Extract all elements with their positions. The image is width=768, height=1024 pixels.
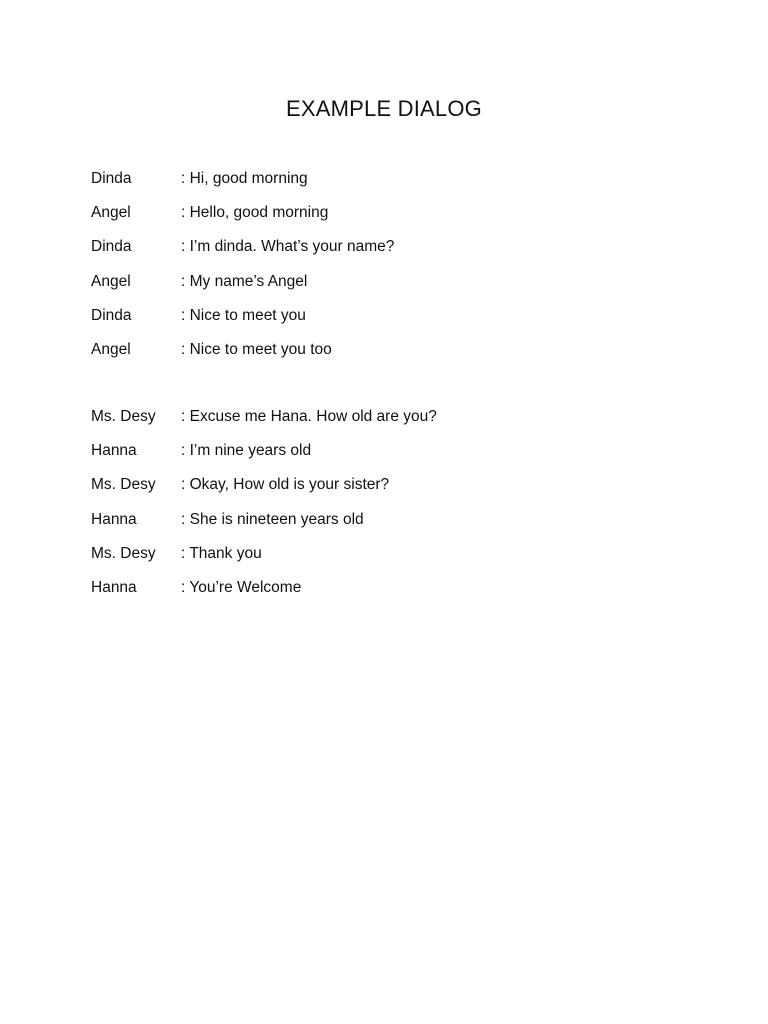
dialog-text: : You’re Welcome	[181, 578, 302, 596]
speaker-name: Dinda	[91, 306, 132, 324]
dialog-text: : Thank you	[181, 544, 262, 562]
dialog-text: : She is nineteen years old	[181, 510, 364, 528]
dialog-line	[91, 406, 691, 440]
dialog-line	[91, 543, 691, 577]
speaker-name: Hanna	[91, 578, 137, 596]
dialog-line	[91, 339, 691, 373]
dialog-line	[91, 474, 691, 508]
dialog-line	[91, 440, 691, 474]
dialog-text: : Hello, good morning	[181, 204, 329, 222]
speaker-name: Ms. Desy	[91, 544, 156, 562]
speaker-name: Dinda	[91, 238, 132, 256]
speaker-name: Angel	[91, 204, 131, 222]
dialog-line	[91, 202, 691, 236]
dialog-text: : Nice to meet you too	[181, 340, 332, 358]
dialog-text: : My name’s Angel	[181, 272, 308, 290]
dialog-block-2	[91, 406, 691, 611]
speaker-name: Ms. Desy	[91, 408, 156, 425]
dialog-text: : Excuse me Hana. How old are you?	[181, 408, 437, 425]
dialog-text: : I’m nine years old	[181, 442, 312, 460]
dialog-text: : I’m dinda. What’s your name?	[181, 238, 395, 256]
page-title: EXAMPLE DIALOG	[286, 96, 482, 121]
dialog-line	[91, 305, 691, 339]
speaker-name: Angel	[91, 272, 131, 290]
speaker-name: Dinda	[91, 170, 132, 187]
speaker-name: Hanna	[91, 442, 137, 460]
dialog-text: : Hi, good morning	[181, 170, 308, 187]
dialog-line	[91, 577, 691, 611]
speaker-name: Ms. Desy	[91, 476, 156, 494]
speaker-name: Hanna	[91, 510, 137, 528]
dialog-text: : Okay, How old is your sister?	[181, 476, 390, 494]
speaker-name: Angel	[91, 340, 131, 358]
dialog-line	[91, 271, 691, 305]
dialog-line	[91, 509, 691, 543]
dialog-block-1	[91, 168, 691, 373]
dialog-line	[91, 168, 691, 202]
dialog-text: : Nice to meet you	[181, 306, 306, 324]
dialog-line	[91, 236, 691, 270]
